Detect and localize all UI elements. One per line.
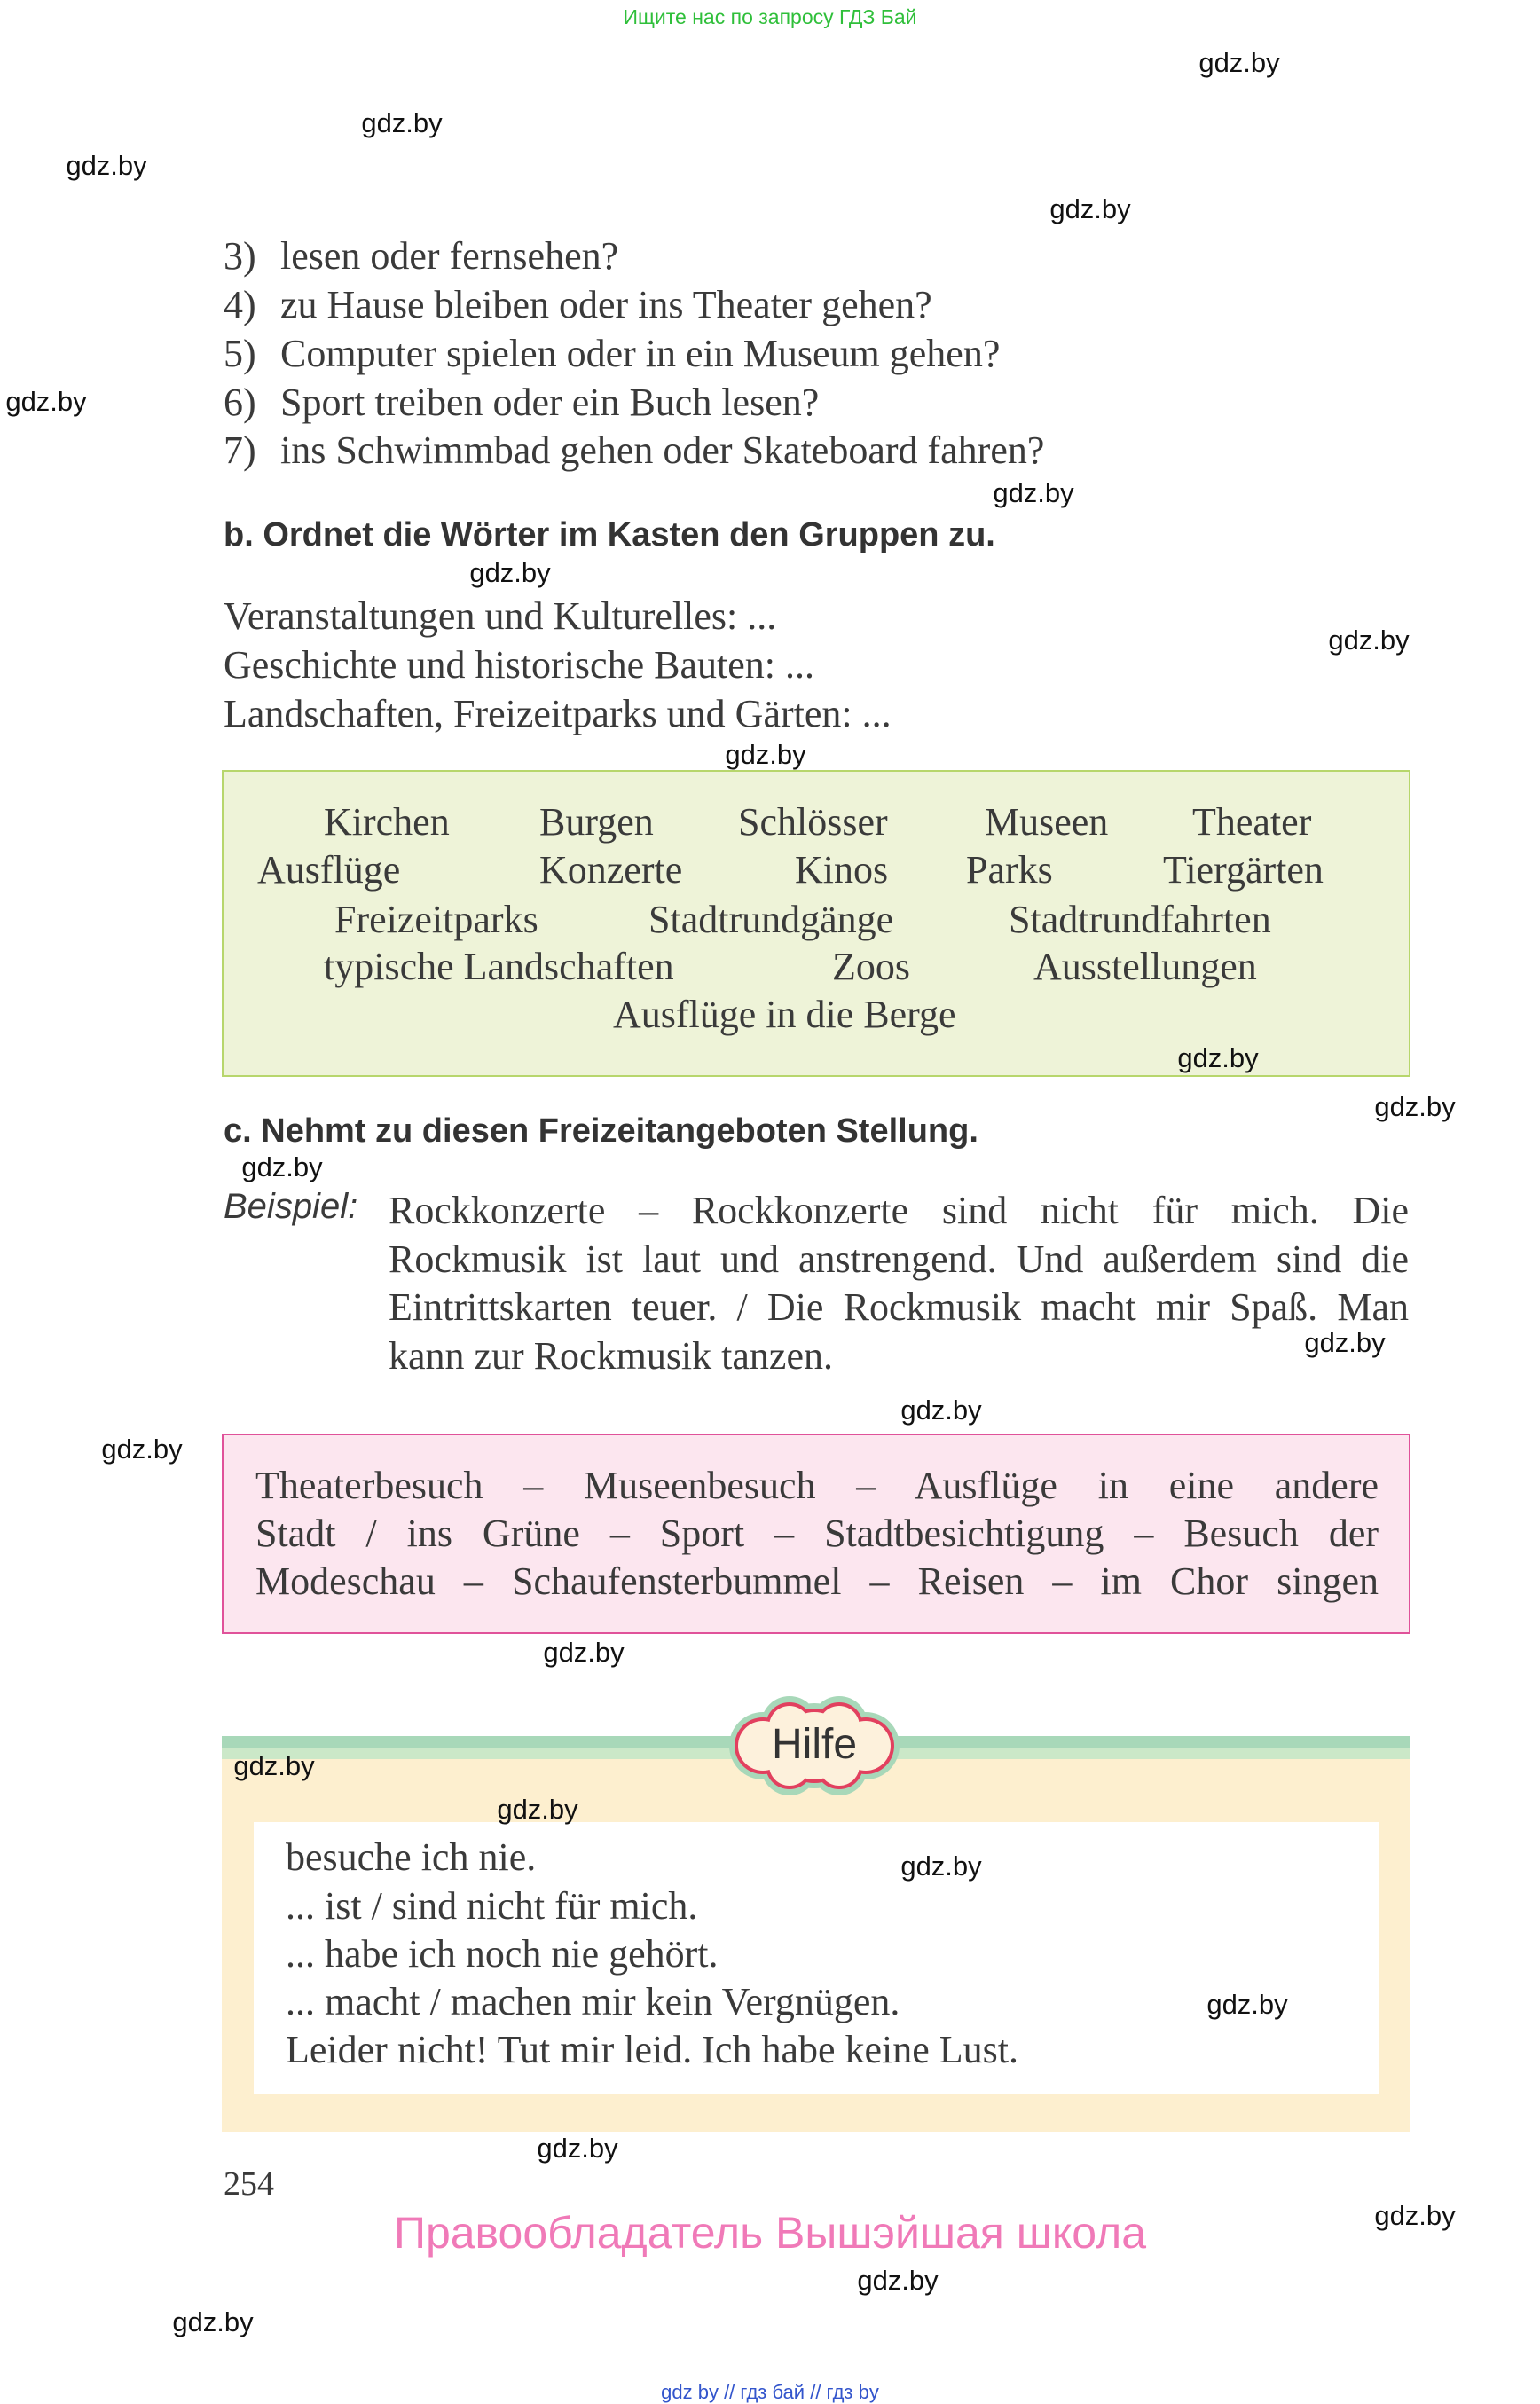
activities-line: Modeschau – Schaufensterbummel – Reisen – im Chor singen xyxy=(255,1559,1379,1603)
list-item xyxy=(224,280,932,329)
word: Kirchen xyxy=(324,800,450,844)
watermark: gdz.by xyxy=(1304,1327,1386,1358)
word: Ausflüge xyxy=(257,848,401,892)
hilfe-line: Leider nicht! Tut mir leid. Ich habe keine Lust. xyxy=(286,2028,1019,2071)
example-label: Beispiel: xyxy=(224,1187,358,1226)
task-c-heading: c. Nehmt zu diesen Freizeitangeboten Stellung. xyxy=(224,1112,978,1150)
word: Zoos xyxy=(832,945,910,988)
item-number: 5) xyxy=(224,332,256,375)
word: Ausflüge in die Berge xyxy=(613,993,956,1036)
list-item xyxy=(224,426,1044,475)
watermark: gdz.by xyxy=(900,1850,982,1882)
word-box xyxy=(222,770,1410,1077)
list-item xyxy=(224,232,618,280)
watermark: gdz.by xyxy=(537,2133,618,2164)
activities-line: Theaterbesuch – Museenbesuch – Ausflüge in eine andere xyxy=(255,1464,1379,1507)
item-number: 7) xyxy=(224,428,256,472)
word: Schlösser xyxy=(738,800,888,844)
watermark: gdz.by xyxy=(469,557,551,588)
watermark: gdz.by xyxy=(172,2306,254,2337)
watermark: gdz.by xyxy=(725,739,806,770)
watermark: gdz.by xyxy=(5,386,87,417)
page-number: 254 xyxy=(224,2165,274,2203)
hilfe-line: besuche ich nie. xyxy=(286,1835,537,1879)
copyright-notice: Правообладатель Вышэйшая школа xyxy=(394,2208,1146,2258)
word: Kinos xyxy=(795,848,889,892)
watermark: gdz.by xyxy=(1328,625,1410,656)
watermark: gdz.by xyxy=(1198,47,1280,78)
task-b-heading: b. Ordnet die Wörter im Kasten den Gruppen zu. xyxy=(224,516,995,554)
watermark: gdz.by xyxy=(1374,2200,1456,2231)
word: Freizeitparks xyxy=(334,898,538,941)
watermark: gdz.by xyxy=(1177,1042,1259,1073)
item-number: 6) xyxy=(224,381,256,424)
list-item xyxy=(224,378,819,427)
list-item xyxy=(224,329,1000,378)
word: Tiergärten xyxy=(1163,848,1324,892)
word: Stadtrundfahrten xyxy=(1009,898,1271,941)
word: Museen xyxy=(985,800,1109,844)
word: Ausstellungen xyxy=(1033,945,1257,988)
word: typische Landschaften xyxy=(324,945,674,988)
item-number: 4) xyxy=(224,283,256,326)
item-text: Sport treiben oder ein Buch lesen? xyxy=(280,381,820,424)
activities-box xyxy=(222,1434,1410,1634)
word: Burgen xyxy=(539,800,654,844)
group-label: Geschichte und historische Bauten: ... xyxy=(224,643,814,687)
watermark: gdz.by xyxy=(233,1750,315,1781)
item-text: zu Hause bleiben oder ins Theater gehen? xyxy=(280,283,932,326)
hilfe-line: ... habe ich noch nie gehört. xyxy=(286,1932,719,1976)
hilfe-line: ... macht / machen mir kein Vergnügen. xyxy=(286,1980,900,2023)
word: Parks xyxy=(966,848,1053,892)
watermark: gdz.by xyxy=(241,1151,323,1182)
item-text: ins Schwimmbad gehen oder Skateboard fahren? xyxy=(280,428,1045,472)
watermark: gdz.by xyxy=(993,477,1074,508)
watermark: gdz.by xyxy=(543,1637,625,1668)
watermark: gdz.by xyxy=(1206,1989,1288,2020)
watermark: gdz.by xyxy=(101,1434,183,1465)
watermark: gdz.by xyxy=(361,107,443,138)
watermark: gdz.by xyxy=(66,150,147,181)
activities-line: Stadt / ins Grüne – Sport – Stadtbesichtigung – Besuch der xyxy=(255,1512,1379,1555)
word: Theater xyxy=(1192,800,1312,844)
hilfe-title: Hilfe xyxy=(771,1721,858,1768)
group-label: Landschaften, Freizeitparks und Gärten: ... xyxy=(224,692,892,735)
item-text: lesen oder fernsehen? xyxy=(280,234,619,278)
hilfe-line: ... ist / sind nicht für mich. xyxy=(286,1884,698,1928)
hilfe-phrases xyxy=(254,1822,1379,2094)
watermark: gdz.by xyxy=(1049,193,1131,224)
word: Stadtrundgänge xyxy=(648,898,894,941)
word: Konzerte xyxy=(539,848,683,892)
watermark: gdz.by xyxy=(497,1794,578,1825)
item-text: Computer spielen oder in ein Museum gehen? xyxy=(280,332,1001,375)
item-number: 3) xyxy=(224,234,256,278)
watermark: gdz.by xyxy=(857,2265,939,2296)
group-label: Veranstaltungen und Kulturelles: ... xyxy=(224,594,777,638)
top-search-note: Ищите нас по запросу ГДЗ Бай xyxy=(623,5,917,28)
watermark: gdz.by xyxy=(900,1394,982,1426)
example-text: Rockkonzerte – Rockkonzerte sind nicht für mich. Die Rockmusik ist laut und anstrengend. Und außerdem sind die Eintrittskarten teuer. / Die Rockmusik macht mir Spaß. Man kann zur Rockmusik tanzen. xyxy=(389,1189,1409,1378)
watermark: gdz.by xyxy=(1374,1091,1456,1122)
footer-links: gdz by // гдз бай // гдз by xyxy=(661,2381,879,2403)
